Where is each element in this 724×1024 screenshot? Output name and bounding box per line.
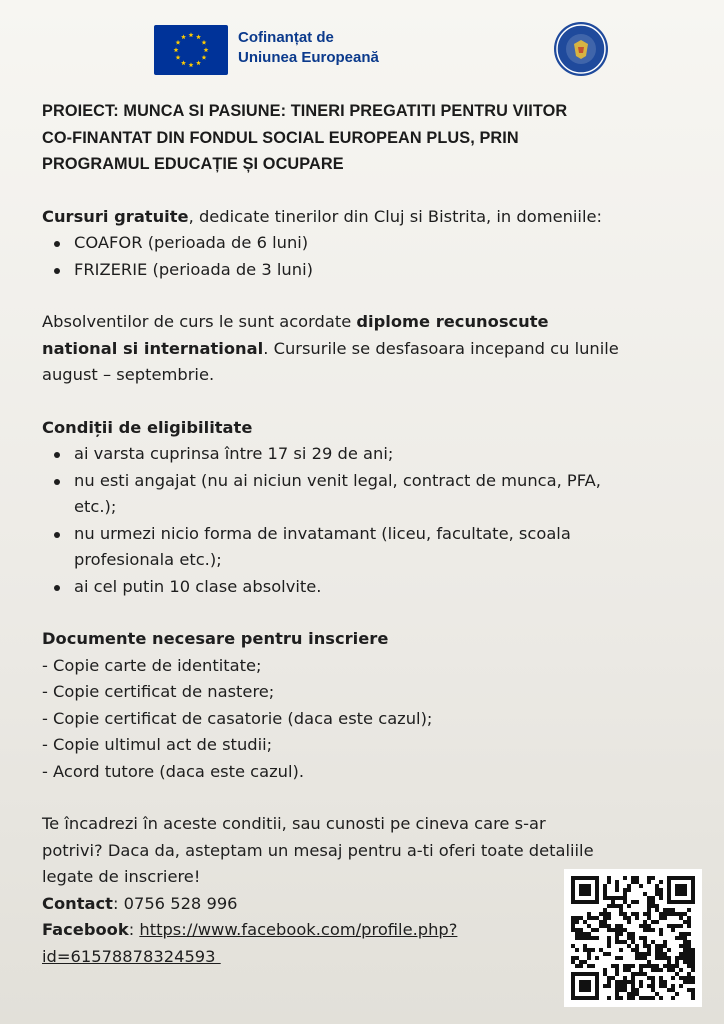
facebook-link-id[interactable]: id=61578878324593 [42, 946, 221, 966]
courses-bold-label: Cursuri gratuite [42, 206, 189, 226]
diploma-paragraph [42, 309, 672, 389]
eligibility-heading [42, 415, 672, 442]
documents-heading [42, 626, 672, 653]
eligibility-item2-line2: etc.); [74, 497, 117, 516]
title-line-1: PROIECT: MUNCA SI PASIUNE: TINERI PREGATITI PENTRU VIITOR [42, 102, 568, 120]
facebook-label: Facebook [42, 920, 129, 939]
flyer-content [42, 98, 672, 970]
eu-cofinanced-label [238, 28, 379, 68]
page-title [42, 98, 672, 178]
courses-intro-text: , dedicate tinerilor din Cluj si Bistrita, in domeniile: [188, 206, 602, 226]
document-item: - Acord tutore (daca este cazul). [42, 761, 304, 781]
document-item: - Copie certificat de nastere; [42, 682, 275, 701]
document-item: - Copie ultimul act de studii; [42, 735, 273, 754]
document-item: - Copie certificat de casatorie (daca este cazul); [42, 708, 433, 728]
header-logos [0, 22, 724, 78]
diploma-bold-2: national si international [42, 338, 264, 358]
title-line-3: PROGRAMUL EDUCAȚIE ȘI OCUPARE [42, 155, 344, 173]
closing-line-1: Te încadrezi în aceste conditii, sau cunosti pe cineva care s-ar [42, 814, 546, 833]
list-item: FRIZERIE (perioada de 3 luni) [74, 257, 672, 284]
closing-line-2: potrivi? Daca da, asteptam un mesaj pentru a-ti oferi toate detaliile [42, 840, 594, 860]
eligibility-item3-line1: nu urmezi nicio forma de invatamant (liceu, facultate, scoala [74, 523, 571, 543]
courses-intro [42, 204, 672, 231]
eligibility-heading-text: Condiții de eligibilitate [42, 417, 253, 437]
qr-code [564, 869, 702, 1007]
eu-label-line1: Cofinanțat de [238, 29, 334, 46]
list-item: ai cel putin 10 clase absolvite. [74, 574, 672, 601]
diploma-bold-1: diplome recunoscute [356, 312, 549, 331]
eu-label-line2: Uniunea Europeană [238, 49, 379, 66]
contact-label: Contact [42, 893, 113, 913]
courses-list [42, 230, 672, 283]
facebook-separator: : [128, 920, 140, 939]
closing-line-3: legate de inscriere! [42, 867, 201, 886]
romanian-government-seal-icon [554, 22, 608, 76]
list-item [74, 468, 672, 521]
title-line-2: CO-FINANTAT DIN FONDUL SOCIAL EUROPEAN PLUS, PRIN [42, 128, 519, 147]
diploma-pre-text: Absolventilor de curs le sunt acordate [42, 312, 357, 331]
eligibility-item2-line1: nu esti angajat (nu ai niciun venit legal, contract de munca, PFA, [74, 470, 601, 490]
eu-flag-icon [154, 25, 228, 75]
list-item: ai varsta cuprinsa între 17 si 29 de ani; [74, 441, 672, 468]
contact-phone: : 0756 528 996 [112, 893, 238, 913]
eligibility-list [42, 441, 672, 600]
document-item: - Copie carte de identitate; [42, 655, 262, 675]
documents-heading-text: Documente necesare pentru inscriere [42, 629, 389, 648]
diploma-post-text-1: . Cursurile se desfasoara incepand cu lunile [263, 338, 619, 358]
diploma-post-text-2: august – septembrie. [42, 365, 215, 384]
eligibility-item3-line2: profesionala etc.); [74, 550, 222, 569]
list-item: COAFOR (perioada de 6 luni) [74, 230, 672, 257]
list-item [74, 521, 672, 574]
facebook-link[interactable]: https://www.facebook.com/profile.php? [139, 920, 458, 939]
